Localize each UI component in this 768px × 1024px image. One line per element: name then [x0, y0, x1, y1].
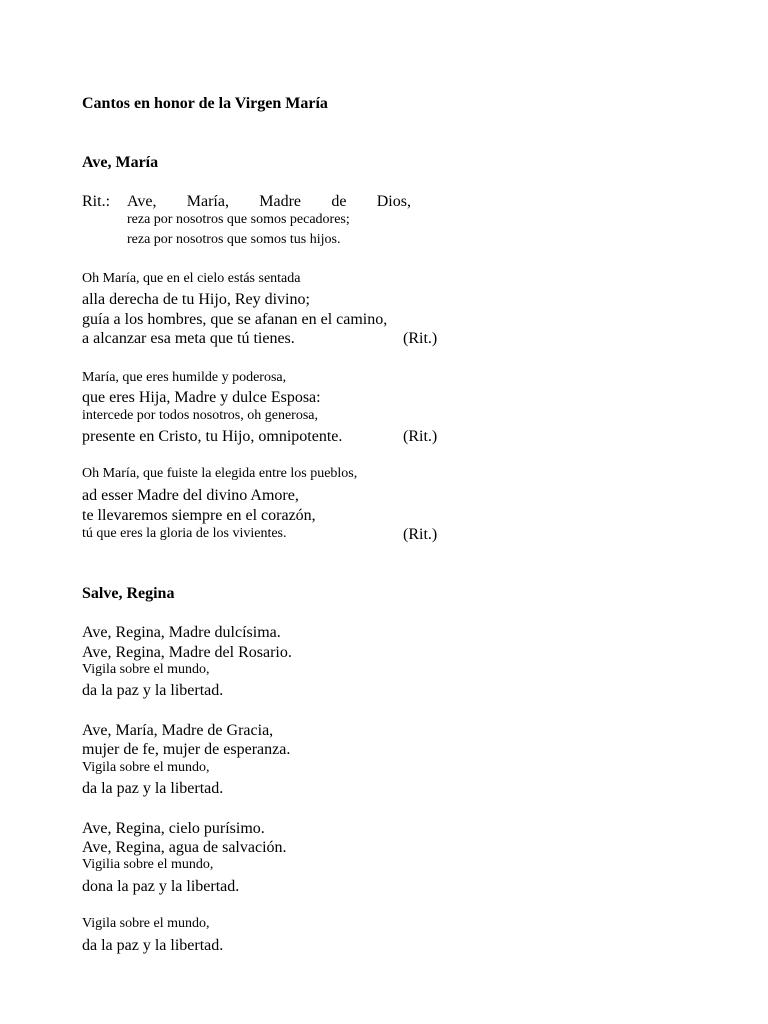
- document-title: Cantos en honor de la Virgen María: [82, 95, 328, 112]
- verse-line: Vigilia sobre el mundo,: [82, 857, 214, 872]
- refrain-word: de: [331, 193, 347, 210]
- verse-line: Ave, Regina, Madre del Rosario.: [82, 644, 292, 661]
- verse-line: Vigila sobre el mundo,: [82, 760, 210, 775]
- verse-line: presente en Cristo, tu Hijo, omnipotente.: [82, 428, 343, 445]
- verse-line: Vigila sobre el mundo,: [82, 662, 210, 677]
- verse-line: a alcanzar esa meta que tú tienes.: [82, 330, 295, 347]
- verse-line: Ave, María, Madre de Gracia,: [82, 722, 274, 739]
- verse-line: te llevaremos siempre en el corazón,: [82, 507, 316, 524]
- refrain-word: Madre: [259, 193, 302, 210]
- verse-line: Oh María, que en el cielo estás sentada: [82, 271, 301, 286]
- verse-line: Ave, Regina, agua de salvación.: [82, 839, 287, 856]
- verse-line: que eres Hija, Madre y dulce Esposa:: [82, 389, 321, 406]
- verse-line: da la paz y la libertad.: [82, 780, 224, 797]
- refrain-marker: (Rit.): [403, 330, 438, 347]
- verse-line: alla derecha de tu Hijo, Rey divino;: [82, 291, 310, 308]
- refrain-line-1: [127, 194, 411, 210]
- verse-line: tú que eres la gloria de los vivientes.: [82, 526, 287, 541]
- refrain-line-3: reza por nosotros que somos tus hijos.: [127, 232, 341, 247]
- refrain-line-2: reza por nosotros que somos pecadores;: [127, 212, 350, 227]
- verse-line: dona la paz y la libertad.: [82, 878, 240, 895]
- verse-line: mujer de fe, mujer de esperanza.: [82, 741, 291, 758]
- refrain-word: Dios,: [376, 193, 411, 210]
- refrain-word: María,: [186, 193, 229, 210]
- verse-line: da la paz y la libertad.: [82, 682, 224, 699]
- refrain-label: Rit.:: [82, 193, 111, 210]
- song-title-ave-maria: Ave, María: [82, 154, 159, 171]
- refrain-marker: (Rit.): [403, 428, 438, 445]
- refrain-word: Ave,: [127, 193, 157, 210]
- verse-line: da la paz y la libertad.: [82, 937, 224, 954]
- refrain-marker: (Rit.): [403, 526, 438, 543]
- song-title-salve-regina: Salve, Regina: [82, 585, 175, 602]
- verse-line: ad esser Madre del divino Amore,: [82, 487, 299, 504]
- verse-line: Oh María, que fuiste la elegida entre los pueblos,: [82, 466, 358, 481]
- verse-line: intercede por todos nosotros, oh generosa,: [82, 408, 318, 423]
- verse-line: guía a los hombres, que se afanan en el camino,: [82, 311, 388, 328]
- verse-line: Ave, Regina, cielo purísimo.: [82, 820, 265, 837]
- verse-line: María, que eres humilde y poderosa,: [82, 370, 287, 385]
- verse-line: Ave, Regina, Madre dulcísima.: [82, 624, 281, 641]
- verse-line: Vigila sobre el mundo,: [82, 916, 210, 931]
